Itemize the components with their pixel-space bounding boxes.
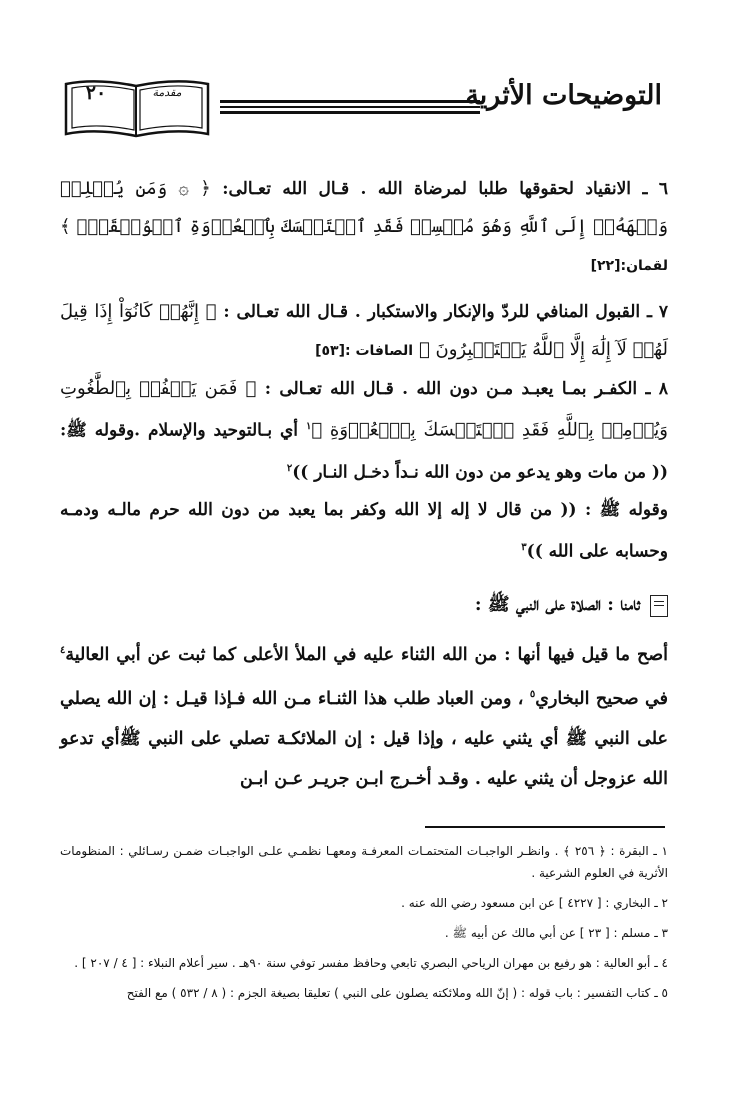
paragraph-8 [60,370,668,491]
paragraph-6-ref: لقمان:[٢٢] [590,258,668,274]
section-heading [60,593,668,619]
header-rule-mid [220,106,480,108]
footnote-3: ٣ ـ مسلم : [ ٢٣ ] عن أبي مالك عن أبيه ﷺ . [444,926,668,940]
paragraph-8-text: ٨ ـ الكفـر بمـا يعبـد مـن دون الله . قـال الله تعـالى : [264,379,669,399]
book-tag: مقدمة [152,86,182,99]
footnote-ref-5: ٥ [529,688,536,700]
header-rule-top [220,100,480,103]
paragraph-7 [60,293,668,370]
paragraph-10-part2: في صحيح البخاري [535,688,669,709]
footnote-ref-3: ٣ [521,542,527,554]
paragraph-10-part3: ، ومن العباد طلب هذا الثنـاء مـن الله فـإذا قيـل : إن الله يصلي على النبي ﷺ أي يثني عليه ، وإذا قيل : إن الملائكـة تصلي على النبي ﷺأي تدعو الله عزوجل أن يثني عليه . وقـد أخـرج ابـن جريـر عـن ابـن [60,688,668,789]
paragraph-7-text: ٧ ـ القبول المنافي للردّ والإنكار والاستكبار . قـال الله تعـالى : [223,302,668,322]
paragraph-6-quran: ﴿ ۞ وَمَن يُسۡلِمۡ وَجۡهَهُۥٓ إِلَى ٱللَّهِ وَهُوَ مُحۡسِنٞ فَقَدِ ٱسۡتَمۡسَكَ بِٱلۡعُرۡوَةِ ٱلۡوُثۡقَىٰۗ ﴾ [60,178,668,237]
paragraph-7-quran: ﴿ إِنَّهُمۡ كَانُوٓاْ إِذَا قِيلَ لَهُمۡ لَآ إِلَٰهَ إِلَّا ٱللَّهُ يَسۡتَكۡبِرُونَ ﴾ [60,301,668,360]
footnote-1: ١ ـ البقرة : ﴿ ٢٥٦ ﴾ . وانظـر الواجبـات المتحتمـات المعرفـة ومعهـا نظمـي علـى الواجبـات ضمـن رسـائلي : المنظومات الأثرية في العلوم الشرعية . [60,844,668,880]
paragraph-8-after: أي بـالتوحيد والإسلام .وقوله ﷺ: (( من مات وهو يدعو من دون الله نـداً دخـل النـار )) [60,420,668,483]
paragraph-7-ref: الصافات :[٥٣] [315,343,414,359]
paragraph-10-part1: أصح ما قيل فيها أنها : من الله الثناء عليه في الملأ الأعلى كما ثبت عن أبي العالية [65,644,668,665]
paragraph-6-text: ٦ ـ الانقياد لحقوقها طلبا لمرضاة الله . قـال الله تعـالى: [222,179,669,199]
footnote-ref-4: ٤ [60,644,66,656]
paragraph-10 [60,631,668,799]
footnote-ref-2: ٢ [286,462,293,474]
running-title: التوضيحات الأثرية [465,80,662,111]
paragraph-6 [60,170,668,285]
footnote-ref-1: ١ [305,421,312,432]
section-title: ثامنا : الصلاة على النبي ﷺ : [474,593,640,615]
document-icon [650,595,668,617]
paragraph-9-text: وقوله ﷺ : (( من قال لا إله إلا الله وكفر بما يعبد من دون الله حرم مالـه ودمـه وحسابه على الله )) [60,500,668,562]
footnotes [60,840,668,1012]
header-rule-bottom [220,111,480,114]
page-header [62,66,662,146]
footnote-2: ٢ ـ البخاري : [ ٤٢٢٧ ] عن ابن مسعود رضي الله عنه . [401,896,668,910]
main-text [60,170,668,799]
footnote-4: ٤ ـ أبو العالية : هو رفيع بن مهران الرياحي البصري تابعي وحافظ مفسر توفي سنة ٩٠هـ . سير أعلام النبلاء : [ ٤ / ٢٠٧ ] . [74,956,668,970]
paragraph-8-quran: ﴿ فَمَن يَكۡفُرۡ بِٱلطَّٰغُوتِ وَيُؤۡمِنۢ بِٱللَّهِ فَقَدِ ٱسۡتَمۡسَكَ بِٱلۡعُرۡوَةِ ﴾ [60,378,668,441]
page-number: ٢٠ [85,82,107,104]
footnote-separator [425,826,665,828]
paragraph-9 [60,491,668,571]
footnote-5: ٥ ـ كتاب التفسير : باب قوله : ( إنّ الله وملائكته يصلون على النبي ) تعليقا بصيغة الجزم : ( ٨ / ٥٣٢ ) مع الفتح [126,986,668,1000]
